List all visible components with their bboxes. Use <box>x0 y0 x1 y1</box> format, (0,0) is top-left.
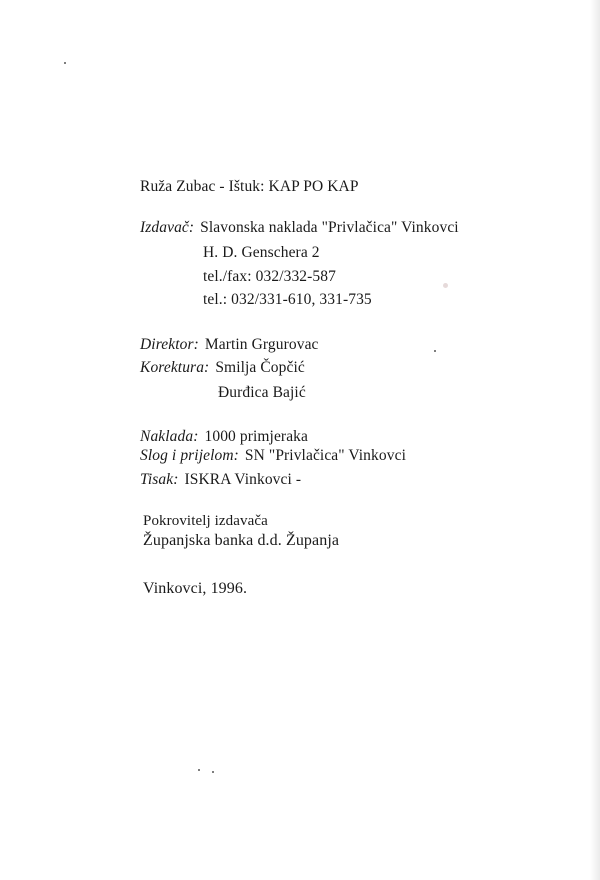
proofreading-value-2: Đurđica Bajić <box>218 384 306 401</box>
scan-speck <box>212 771 214 773</box>
page-edge-shadow <box>590 0 600 880</box>
sponsor-value: Županjska banka d.d. Županja <box>143 532 340 549</box>
typesetting-label: Slog i prijelom: <box>140 447 239 464</box>
publisher-tel: tel.: 032/331-610, 331-735 <box>203 291 372 308</box>
sponsor-label: Pokrovitelj izdavača <box>143 513 268 529</box>
scan-speck <box>434 350 436 352</box>
book-title-line: Ruža Zubac - Ištuk: KAP PO KAP <box>140 178 359 195</box>
director-value: Martin Grgurovac <box>204 336 319 353</box>
printing-row <box>140 471 301 489</box>
print-run-label: Naklada: <box>140 428 199 445</box>
proofreading-label: Korektura: <box>140 359 210 376</box>
printing-value: ISKRA Vinkovci - <box>184 471 302 488</box>
scan-speck <box>198 769 200 771</box>
scan-speck <box>64 62 66 64</box>
publisher-telfax: tel./fax: 032/332-587 <box>203 268 336 285</box>
typesetting-value: SN "Privlačica" Vinkovci <box>244 447 406 464</box>
scan-speck <box>443 283 448 288</box>
publisher-address: H. D. Genschera 2 <box>203 244 320 261</box>
place-date: Vinkovci, 1996. <box>143 580 248 597</box>
proofreading-value-1: Smilja Čopčić <box>215 359 305 376</box>
director-row <box>140 336 319 354</box>
print-run-row <box>140 428 308 446</box>
print-run-value: 1000 primjeraka <box>204 428 309 445</box>
publisher-label: Izdavač: <box>140 219 195 236</box>
typesetting-row <box>140 447 406 465</box>
publisher-name: Slavonska naklada "Privlačica" Vinkovci <box>200 219 459 236</box>
printing-label: Tisak: <box>140 471 179 488</box>
proofreading-row <box>140 359 305 377</box>
director-label: Direktor: <box>140 336 199 353</box>
publisher-row <box>140 219 459 237</box>
